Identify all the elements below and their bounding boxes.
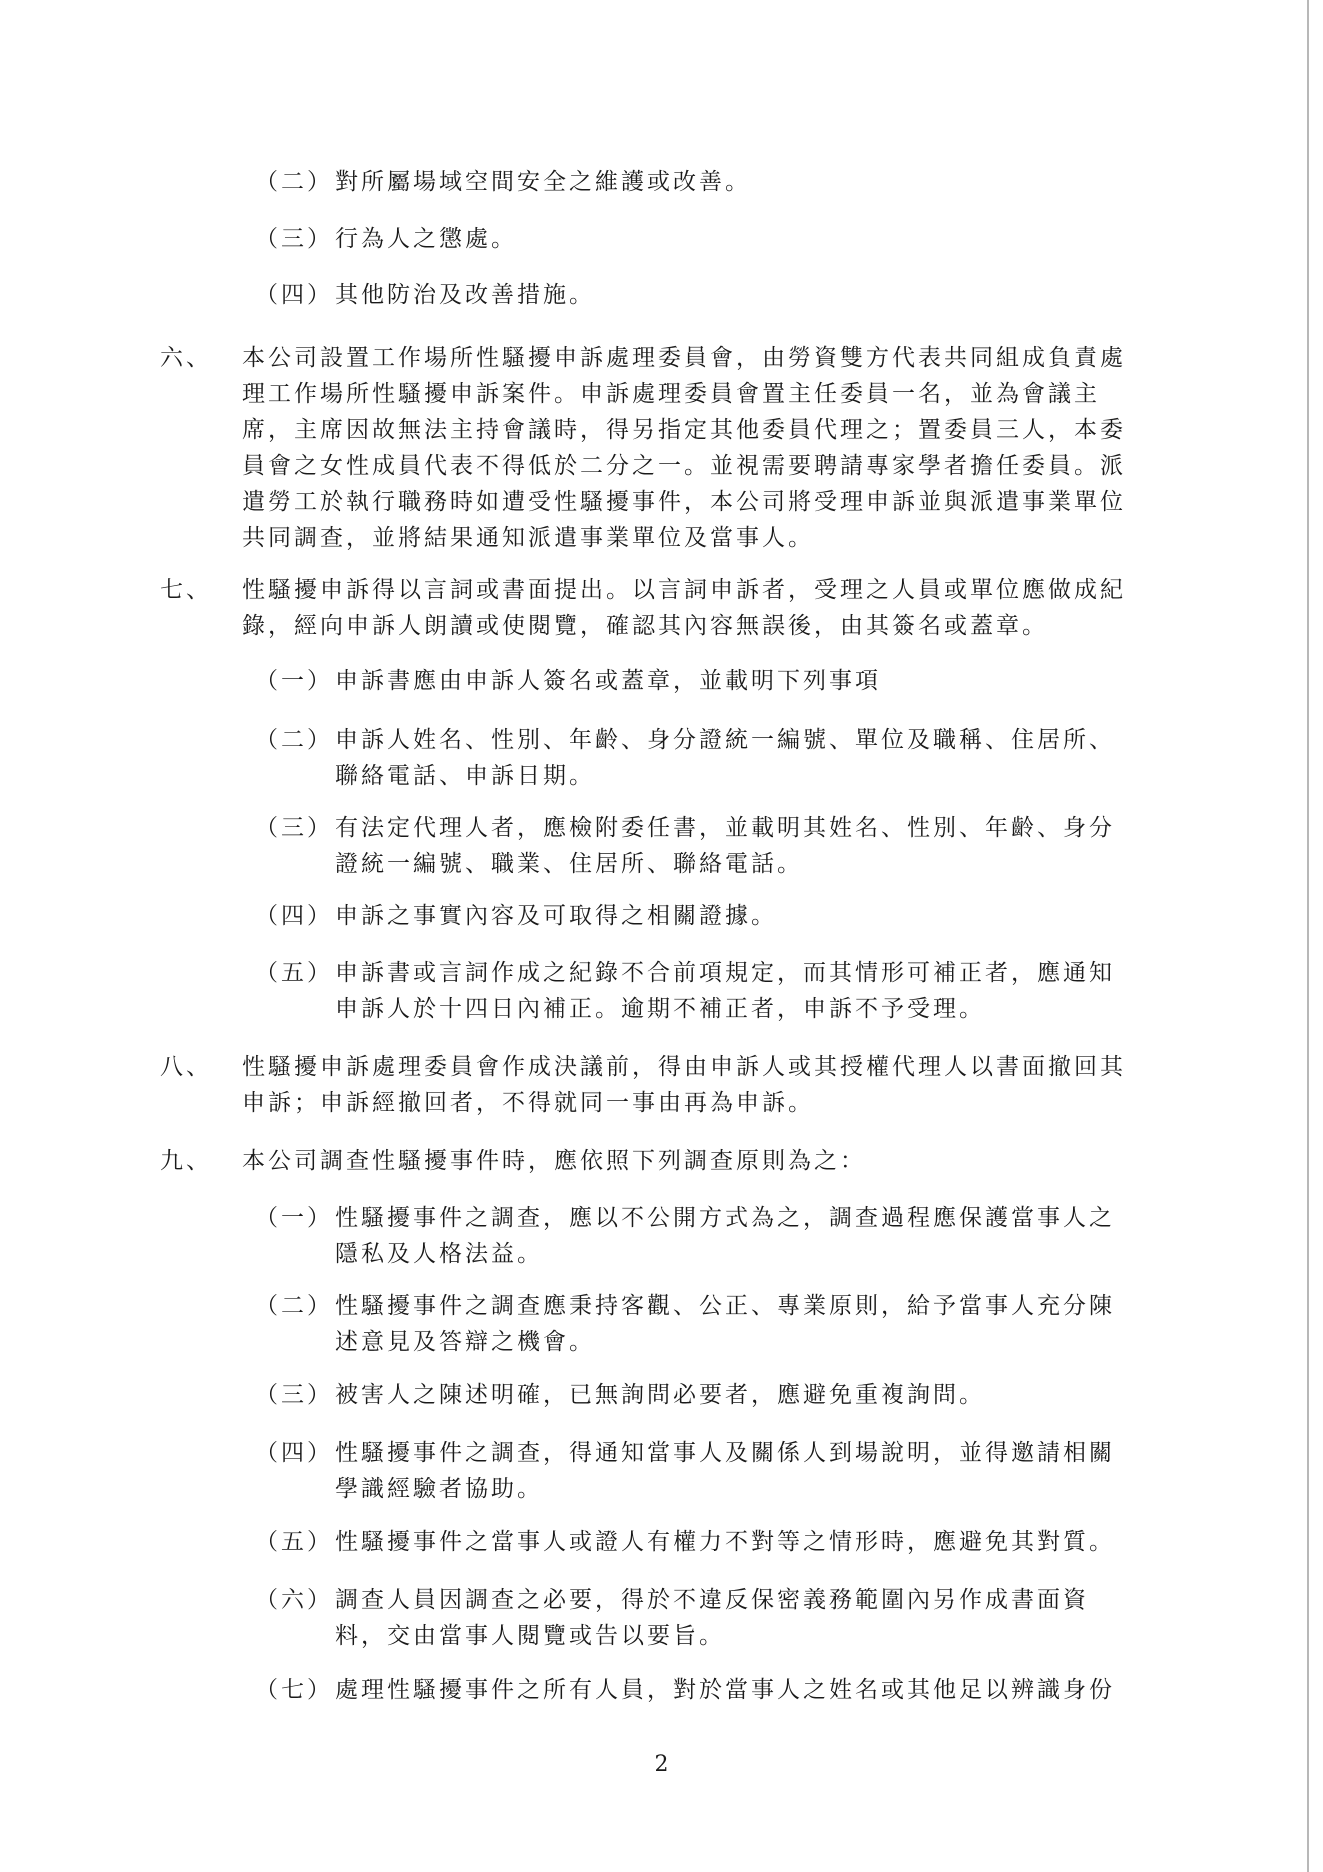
item-text	[335, 1200, 1115, 1272]
item-marker: （三）	[255, 1382, 333, 1408]
section-marker: 七、	[160, 577, 212, 603]
text-line: 處理性騷擾事件之所有人員，對於當事人之姓名或其他足以辨識身份	[335, 1677, 1115, 1703]
text-line: 聯絡電話、申訴日期。	[335, 763, 595, 789]
item-marker: （四）	[255, 1440, 333, 1466]
text-line: 申訴人姓名、性別、年齡、身分證統一編號、單位及職稱、住居所、	[335, 727, 1115, 753]
text-line: 申訴人於十四日內補正。逾期不補正者，申訴不予受理。	[335, 996, 985, 1022]
section-marker: 九、	[160, 1148, 212, 1174]
text-line: 其他防治及改善措施。	[335, 282, 595, 308]
item-marker: （七）	[255, 1677, 333, 1703]
text-line: 性騷擾事件之調查，應以不公開方式為之，調查過程應保護當事人之	[335, 1205, 1115, 1231]
item-marker: （二）	[255, 169, 333, 195]
text-line: 述意見及答辯之機會。	[335, 1329, 595, 1355]
text-line: 隱私及人格法益。	[335, 1241, 543, 1267]
item-text	[335, 277, 595, 313]
section-text	[242, 1143, 866, 1179]
item-text	[335, 663, 881, 699]
section-marker: 八、	[160, 1054, 212, 1080]
item-marker: （二）	[255, 727, 333, 753]
item-text	[335, 722, 1115, 794]
text-line: 性騷擾事件之調查應秉持客觀、公正、專業原則，給予當事人充分陳	[335, 1293, 1115, 1319]
page-number: 2	[654, 1752, 669, 1777]
text-line: 料，交由當事人閱覽或告以要旨。	[335, 1623, 725, 1649]
item-text	[335, 164, 751, 200]
section-text	[242, 1049, 1126, 1121]
text-line: 調查人員因調查之必要，得於不違反保密義務範圍內另作成書面資	[335, 1587, 1089, 1613]
item-marker: （六）	[255, 1587, 333, 1613]
text-line: 理工作場所性騷擾申訴案件。申訴處理委員會置主任委員一名，並為會議主	[242, 381, 1100, 407]
item-marker: （四）	[255, 282, 333, 308]
item-marker: （二）	[255, 1293, 333, 1319]
item-marker: （四）	[255, 903, 333, 929]
text-line: 本公司設置工作場所性騷擾申訴處理委員會，由勞資雙方代表共同組成負責處	[242, 345, 1126, 371]
item-text	[335, 221, 517, 257]
item-marker: （一）	[255, 668, 333, 694]
text-line: 員會之女性成員代表不得低於二分之一。並視需要聘請專家學者擔任委員。派	[242, 453, 1126, 479]
item-text	[335, 1288, 1115, 1360]
text-line: 證統一編號、職業、住居所、聯絡電話。	[335, 851, 803, 877]
text-line: 性騷擾申訴得以言詞或書面提出。以言詞申訴者，受理之人員或單位應做成紀	[242, 577, 1126, 603]
text-line: 遣勞工於執行職務時如遭受性騷擾事件，本公司將受理申訴並與派遣事業單位	[242, 489, 1126, 515]
item-marker: （一）	[255, 1205, 333, 1231]
item-marker: （五）	[255, 960, 333, 986]
text-line: 席，主席因故無法主持會議時，得另指定其他委員代理之；置委員三人，本委	[242, 417, 1126, 443]
item-marker: （五）	[255, 1529, 333, 1555]
section-marker: 六、	[160, 345, 212, 371]
text-line: 共同調查，並將結果通知派遣事業單位及當事人。	[242, 525, 814, 551]
text-line: 本公司調查性騷擾事件時，應依照下列調查原則為之：	[242, 1148, 866, 1174]
text-line: 錄，經向申訴人朗讀或使閱覽，確認其內容無誤後，由其簽名或蓋章。	[242, 613, 1048, 639]
item-text	[335, 1377, 985, 1413]
item-text	[335, 1435, 1115, 1507]
text-line: 性騷擾事件之當事人或證人有權力不對等之情形時，應避免其對質。	[335, 1529, 1115, 1555]
text-line: 學識經驗者協助。	[335, 1476, 543, 1502]
text-line: 性騷擾申訴處理委員會作成決議前，得由申訴人或其授權代理人以書面撤回其	[242, 1054, 1126, 1080]
text-line: 申訴書或言詞作成之紀錄不合前項規定，而其情形可補正者，應通知	[335, 960, 1115, 986]
item-text	[335, 1672, 1115, 1708]
text-line: 申訴之事實內容及可取得之相關證據。	[335, 903, 777, 929]
item-marker: （三）	[255, 226, 333, 252]
text-line: 性騷擾事件之調查，得通知當事人及關係人到場說明，並得邀請相關	[335, 1440, 1115, 1466]
item-text	[335, 1582, 1089, 1654]
text-line: 申訴；申訴經撤回者，不得就同一事由再為申訴。	[242, 1090, 814, 1116]
section-text	[242, 572, 1126, 644]
text-line: 行為人之懲處。	[335, 226, 517, 252]
item-text	[335, 955, 1115, 1027]
item-text	[335, 898, 777, 934]
item-text	[335, 810, 1115, 882]
item-marker: （三）	[255, 815, 333, 841]
text-line: 對所屬場域空間安全之維護或改善。	[335, 169, 751, 195]
text-line: 被害人之陳述明確，已無詢問必要者，應避免重複詢問。	[335, 1382, 985, 1408]
text-line: 申訴書應由申訴人簽名或蓋章，並載明下列事項	[335, 668, 881, 694]
text-line: 有法定代理人者，應檢附委任書，並載明其姓名、性別、年齡、身分	[335, 815, 1115, 841]
item-text	[335, 1524, 1115, 1560]
section-text	[242, 340, 1126, 556]
